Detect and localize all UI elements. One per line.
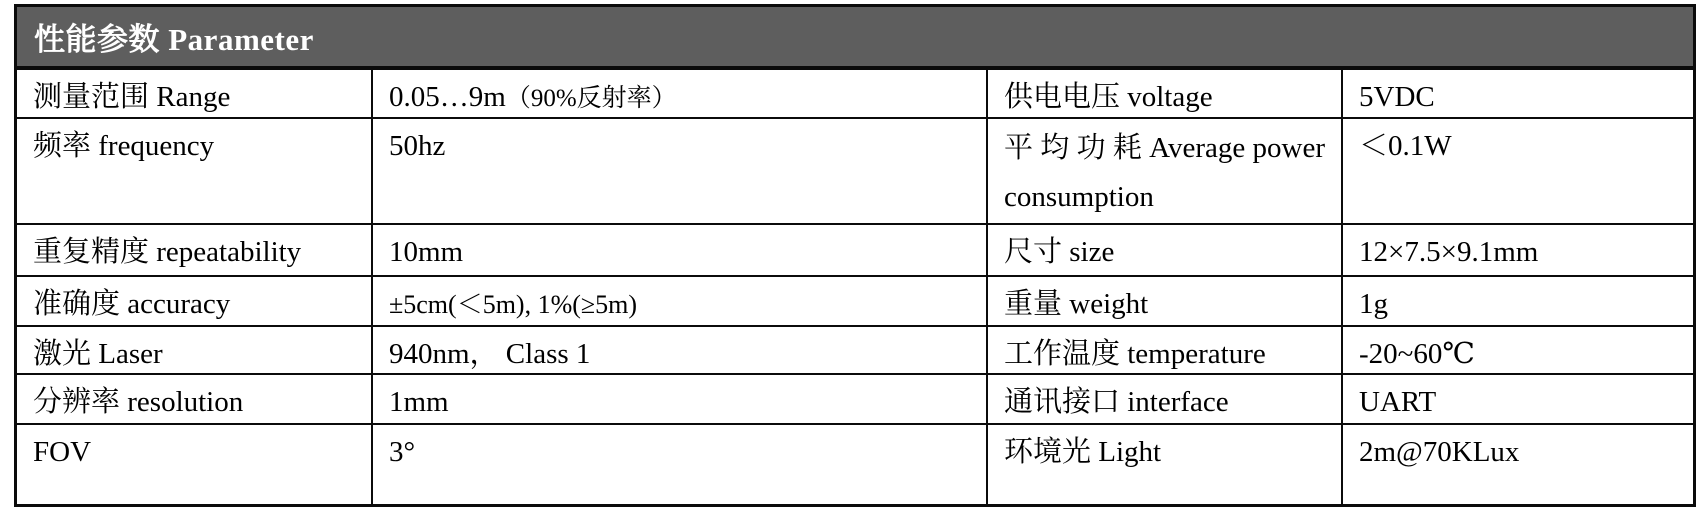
param-label-resolution: 分辨率 resolution: [17, 375, 373, 425]
param-label-accuracy: 准确度 accuracy: [17, 277, 373, 327]
param-value-temperature: -20~60℃: [1343, 327, 1693, 375]
param-label-average-power: 平 均 功 耗 Average power consumption: [988, 119, 1343, 225]
param-label-ambient-light: 环境光 Light: [988, 425, 1343, 504]
param-label-laser: 激光 Laser: [17, 327, 373, 375]
table-header-row: [17, 7, 1693, 70]
param-value-size: 12×7.5×9.1mm: [1343, 225, 1693, 277]
param-value-voltage: 5VDC: [1343, 70, 1693, 119]
param-label-voltage: 供电电压 voltage: [988, 70, 1343, 119]
param-value-repeatability: 10mm: [373, 225, 988, 277]
param-value-frequency: 50hz: [373, 119, 988, 225]
param-label-fov: FOV: [17, 425, 373, 504]
param-value-accuracy: ±5cm(＜5m), 1%(≥5m): [373, 277, 988, 327]
param-value-laser: 940nm， Class 1: [373, 327, 988, 375]
param-label-repeatability: 重复精度 repeatability: [17, 225, 373, 277]
param-label-range: 测量范围 Range: [17, 70, 373, 119]
param-value-resolution: 1mm: [373, 375, 988, 425]
parameter-table: [14, 4, 1696, 507]
param-label-interface: 通讯接口 interface: [988, 375, 1343, 425]
range-reflectivity-note: （90%反射率）: [505, 85, 677, 112]
param-label-weight: 重量 weight: [988, 277, 1343, 327]
param-value-ambient-light: 2m@70KLux: [1359, 436, 1520, 468]
param-value-weight: 1g: [1343, 277, 1693, 327]
param-value-fov: 3°: [373, 425, 988, 504]
param-label-frequency: 频率 frequency: [17, 119, 373, 225]
param-label-temperature: 工作温度 temperature: [988, 327, 1343, 375]
range-value: 0.05…9m: [389, 81, 506, 113]
param-value-average-power: ＜0.1W: [1343, 119, 1693, 225]
param-value-interface: UART: [1343, 375, 1693, 425]
param-label-size: 尺寸 size: [988, 225, 1343, 277]
param-value-range: [373, 70, 988, 119]
table-title: 性能参数 Parameter: [34, 22, 314, 57]
